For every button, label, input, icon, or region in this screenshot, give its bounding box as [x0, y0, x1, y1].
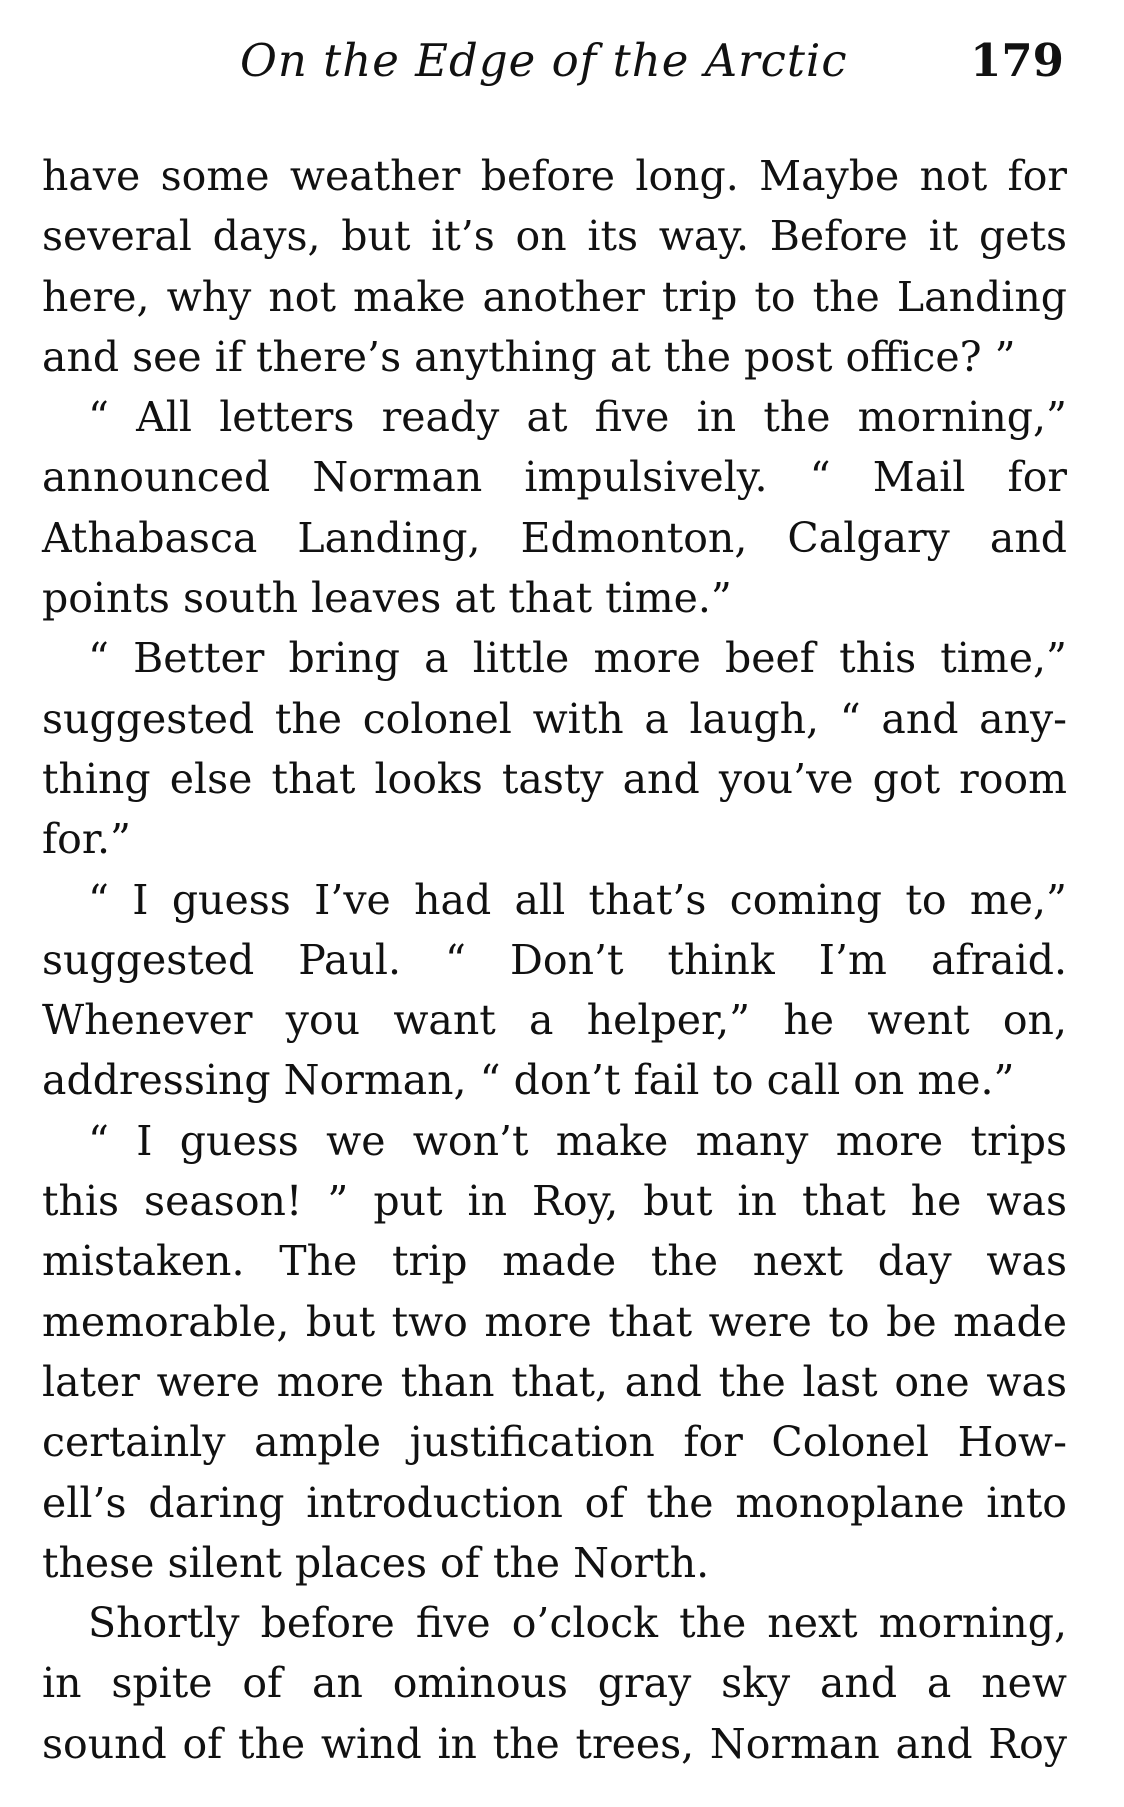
text-line: memorable, but two more that were to be made — [42, 1297, 1067, 1346]
text-line: several days, but it’s on its way. Before it gets — [42, 212, 1067, 261]
text-line: Shortly before five o’clock the next morning, — [88, 1599, 1067, 1648]
text-line: Athabasca Landing, Edmonton, Calgary and — [42, 513, 1067, 562]
body-text — [42, 146, 1067, 1774]
text-line: these silent places of the North. — [42, 1538, 710, 1587]
text-line: “ All letters ready at five in the morning,” — [88, 393, 1067, 442]
text-line: this season! ” put in Roy, but in that he was — [42, 1177, 1067, 1226]
text-line: here, why not make another trip to the Landing — [42, 272, 1067, 321]
text-line: and see if there’s anything at the post office? ” — [42, 332, 1016, 381]
text-line: sound of the wind in the trees, Norman and Roy — [42, 1719, 1067, 1768]
page-number: 179 — [970, 34, 1064, 87]
text-line: later were more than that, and the last one was — [42, 1357, 1067, 1406]
text-line: addressing Norman, “ don’t fail to call on me.” — [42, 1056, 1015, 1105]
text-line: points south leaves at that time.” — [42, 574, 732, 623]
text-line: for.” — [42, 815, 131, 864]
text-line: “ I guess we won’t make many more trips — [88, 1116, 1067, 1165]
page-header — [40, 20, 1070, 90]
text-line: Whenever you want a helper,” he went on, — [42, 996, 1067, 1045]
text-line: announced Norman impulsively. “ Mail for — [42, 453, 1067, 502]
text-line: “ Better bring a little more beef this time,” — [88, 634, 1067, 683]
text-line: ell’s daring introduction of the monoplane into — [42, 1478, 1067, 1527]
text-line: certainly ample justification for Colonel How- — [42, 1418, 1067, 1467]
text-line: suggested Paul. “ Don’t think I’m afraid. — [42, 935, 1067, 984]
text-line: “ I guess I’ve had all that’s coming to me,” — [88, 875, 1067, 924]
text-line: in spite of an ominous gray sky and a new — [42, 1659, 1067, 1708]
text-line: have some weather before long. Maybe not for — [42, 152, 1067, 200]
text-line: suggested the colonel with a laugh, “ and any- — [42, 694, 1067, 743]
text-line: mistaken. The trip made the next day was — [42, 1237, 1067, 1286]
text-line: thing else that looks tasty and you’ve got room — [42, 754, 1067, 803]
running-title: On the Edge of the Arctic — [240, 34, 848, 87]
